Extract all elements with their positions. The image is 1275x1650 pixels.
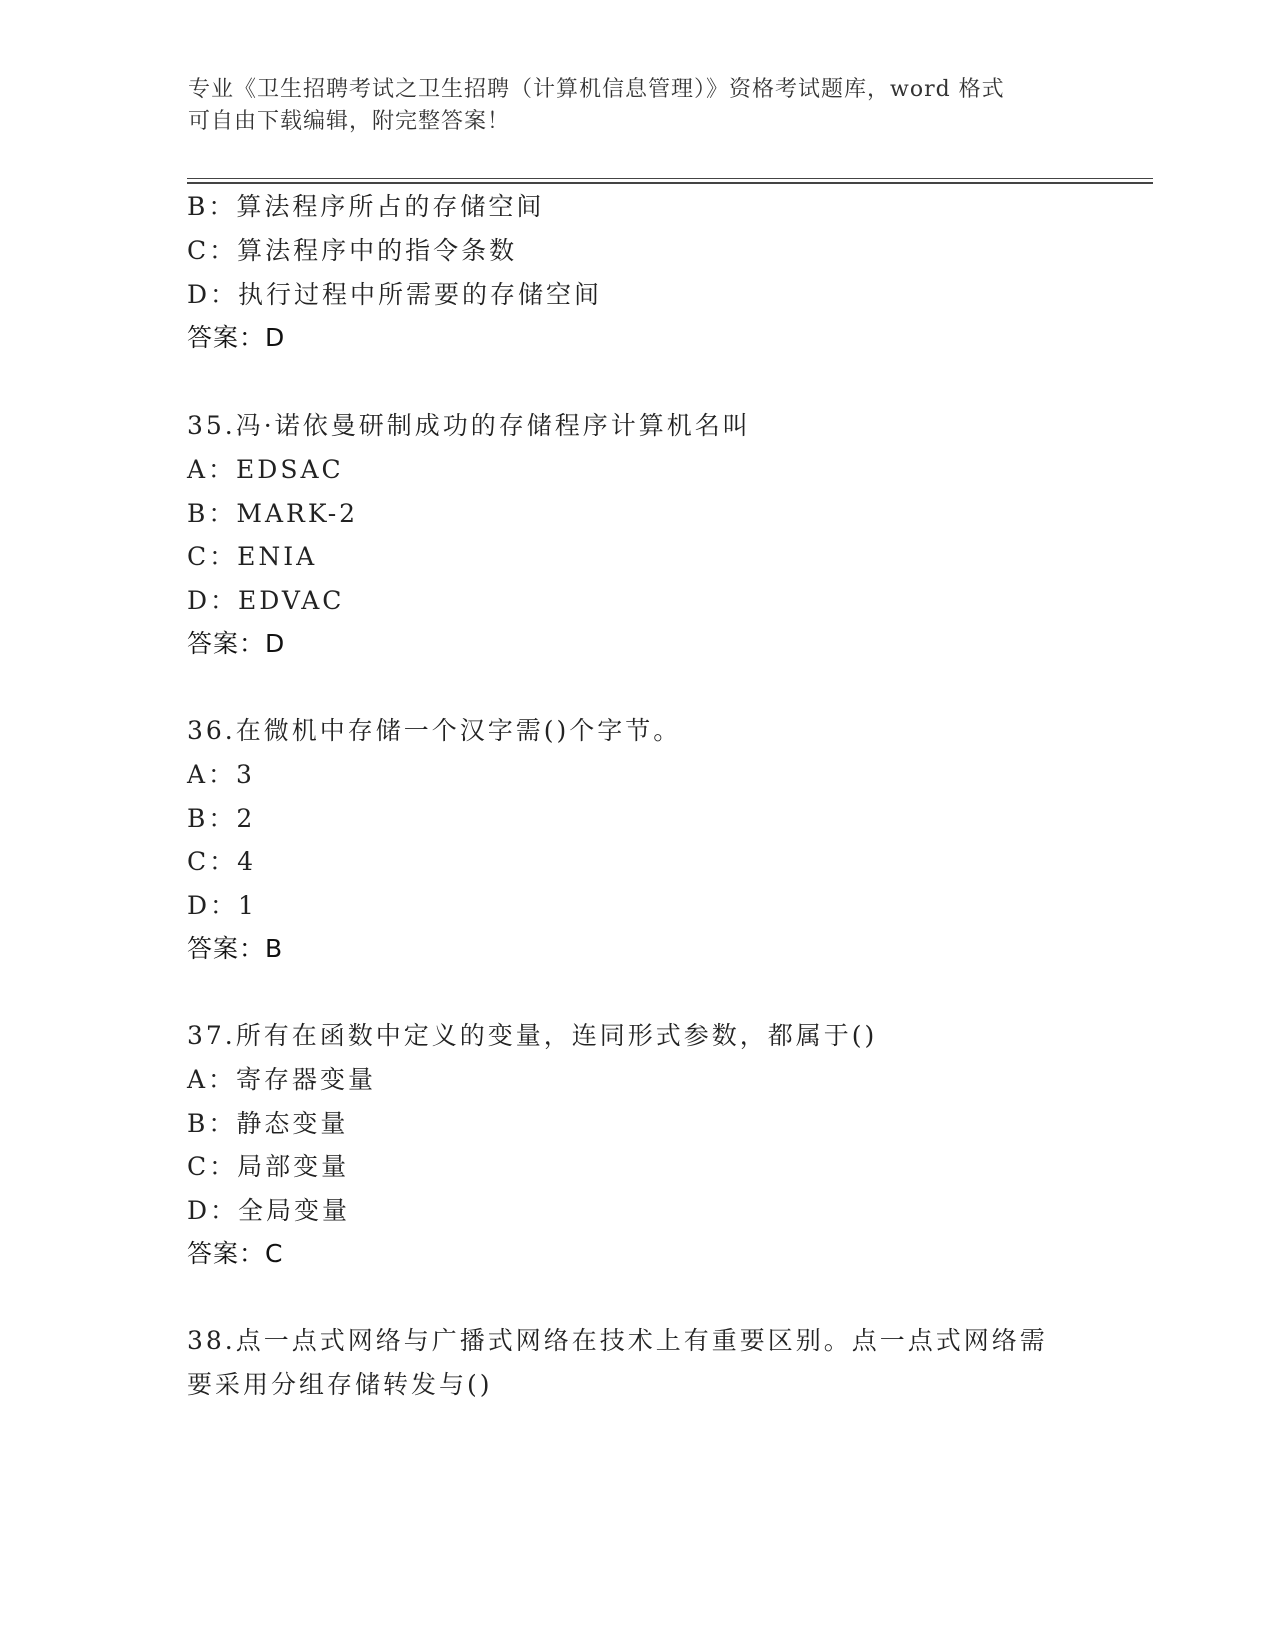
document-header [188, 74, 1088, 138]
q36-option-b: B：2 [187, 804, 256, 833]
q36-answer: 答案：B [187, 934, 284, 963]
q34-answer: 答案：D [187, 323, 286, 352]
q36-option-c: C：4 [187, 847, 257, 876]
q36-option-d: D：1 [187, 891, 257, 920]
header-divider-thin [187, 178, 1153, 179]
q35-option-c: C：ENIA [187, 542, 318, 571]
q34-option-c: C：算法程序中的指令条数 [187, 236, 518, 265]
header-line-1: 专业《卫生招聘考试之卫生招聘（计算机信息管理）》资格考试题库，word 格式 [188, 77, 1005, 102]
q35-answer: 答案：D [187, 629, 286, 658]
q37-option-b: B：静态变量 [187, 1109, 349, 1138]
q36-question: 36.在微机中存储一个汉字需()个字节。 [187, 716, 682, 745]
q34-option-b: B：算法程序所占的存储空间 [187, 192, 545, 221]
q34-option-d: D：执行过程中所需要的存储空间 [187, 280, 603, 309]
q37-option-d: D：全局变量 [187, 1196, 351, 1225]
q37-option-a: A：寄存器变量 [187, 1065, 377, 1094]
header-divider-thick [187, 182, 1153, 184]
q37-option-c: C：局部变量 [187, 1152, 350, 1181]
q35-option-b: B：MARK-2 [187, 499, 359, 528]
q35-option-a: A：EDSAC [187, 455, 344, 484]
q38-question-line-2: 要采用分组存储转发与() [187, 1370, 493, 1399]
q35-question: 35.冯·诺依曼研制成功的存储程序计算机名叫 [187, 411, 751, 440]
q35-option-d: D：EDVAC [187, 586, 345, 615]
header-line-2: 可自由下载编辑，附完整答案！ [188, 109, 511, 134]
q36-option-a: A：3 [187, 760, 255, 789]
q37-answer: 答案：C [187, 1239, 284, 1268]
q38-question-line-1: 38.点一点式网络与广播式网络在技术上有重要区别。点一点式网络需 [187, 1326, 1048, 1355]
q37-question: 37.所有在函数中定义的变量，连同形式参数，都属于() [187, 1021, 878, 1050]
